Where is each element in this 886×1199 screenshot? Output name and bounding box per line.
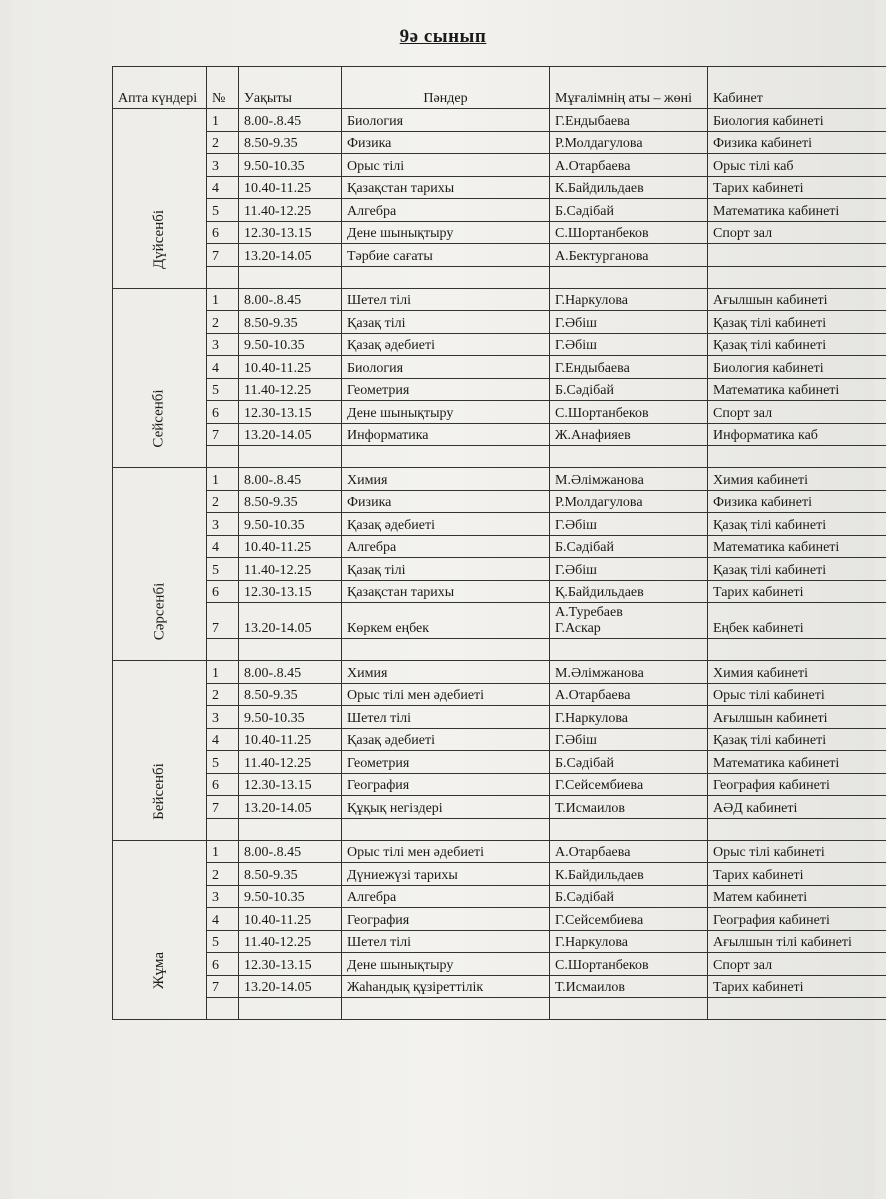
- lesson-subject: Алгебра: [342, 199, 550, 222]
- table-row: [113, 468, 886, 491]
- lesson-room: Химия кабинеті: [708, 661, 886, 684]
- lesson-teacher: Г.Наркулова: [550, 930, 708, 953]
- table-row: [113, 840, 886, 863]
- lesson-subject: Қазақстан тарихы: [342, 176, 550, 199]
- lesson-time: 10.40-11.25: [239, 176, 342, 199]
- empty-cell: [207, 639, 239, 661]
- lesson-room: Биология кабинеті: [708, 109, 886, 132]
- lesson-number: 1: [207, 840, 239, 863]
- lesson-number: 1: [207, 109, 239, 132]
- header-day: Апта күндері: [113, 67, 207, 109]
- lesson-number: 5: [207, 199, 239, 222]
- lesson-time: 10.40-11.25: [239, 356, 342, 379]
- lesson-room: [708, 244, 886, 267]
- day-label: Сейсенбі: [150, 389, 167, 448]
- lesson-number: 4: [207, 728, 239, 751]
- lesson-teacher: Б.Сәдібай: [550, 199, 708, 222]
- lesson-time: 8.00-.8.45: [239, 468, 342, 491]
- lesson-number: 2: [207, 683, 239, 706]
- lesson-number: 3: [207, 885, 239, 908]
- table-row: [113, 535, 886, 558]
- lesson-subject: География: [342, 908, 550, 931]
- lesson-room: Қазақ тілі кабинеті: [708, 558, 886, 581]
- lesson-room: Қазақ тілі кабинеті: [708, 513, 886, 536]
- table-row: [113, 513, 886, 536]
- empty-cell: [207, 266, 239, 288]
- lesson-time: 8.00-.8.45: [239, 840, 342, 863]
- lesson-teacher: Г.Әбіш: [550, 333, 708, 356]
- lesson-subject: Алгебра: [342, 535, 550, 558]
- header-subject: Пәндер: [342, 67, 550, 109]
- lesson-number: 7: [207, 423, 239, 446]
- lesson-subject: Шетел тілі: [342, 706, 550, 729]
- lesson-teacher: С.Шортанбеков: [550, 953, 708, 976]
- lesson-subject: Дене шынықтыру: [342, 401, 550, 424]
- lesson-time: 11.40-12.25: [239, 930, 342, 953]
- table-row-empty: [113, 998, 886, 1020]
- empty-cell: [708, 998, 886, 1020]
- lesson-room: Орыс тілі кабинеті: [708, 683, 886, 706]
- lesson-number: 4: [207, 535, 239, 558]
- lesson-number: 3: [207, 333, 239, 356]
- lesson-number: 4: [207, 356, 239, 379]
- lesson-time: 8.50-9.35: [239, 131, 342, 154]
- lesson-room: Ағылшын тілі кабинеті: [708, 930, 886, 953]
- empty-cell: [239, 639, 342, 661]
- table-row: [113, 580, 886, 603]
- lesson-teacher: А.Отарбаева: [550, 154, 708, 177]
- lesson-time: 9.50-10.35: [239, 333, 342, 356]
- lesson-time: 9.50-10.35: [239, 154, 342, 177]
- table-row-empty: [113, 639, 886, 661]
- lesson-teacher: Г.Ендыбаева: [550, 109, 708, 132]
- lesson-teacher: Б.Сәдібай: [550, 751, 708, 774]
- table-row: [113, 333, 886, 356]
- day-label: Сәрсенбі: [151, 582, 167, 641]
- lesson-room: Орыс тілі каб: [708, 154, 886, 177]
- table-row: [113, 199, 886, 222]
- lesson-time: 8.00-.8.45: [239, 661, 342, 684]
- lesson-number: 1: [207, 288, 239, 311]
- lesson-time: 13.20-14.05: [239, 796, 342, 819]
- empty-cell: [342, 818, 550, 840]
- lesson-teacher: С.Шортанбеков: [550, 401, 708, 424]
- lesson-room: Тарих кабинеті: [708, 863, 886, 886]
- lesson-time: 12.30-13.15: [239, 401, 342, 424]
- table-row: [113, 885, 886, 908]
- lesson-subject: Алгебра: [342, 885, 550, 908]
- lesson-time: 8.00-.8.45: [239, 288, 342, 311]
- lesson-time: 11.40-12.25: [239, 751, 342, 774]
- lesson-time: 8.00-.8.45: [239, 109, 342, 132]
- empty-cell: [708, 266, 886, 288]
- lesson-room: Математика кабинеті: [708, 535, 886, 558]
- empty-cell: [239, 266, 342, 288]
- lesson-teacher: А.Туребаев Г.Аскар: [550, 603, 708, 639]
- table-row: [113, 558, 886, 581]
- table-row: [113, 773, 886, 796]
- lesson-number: 6: [207, 221, 239, 244]
- lesson-number: 4: [207, 908, 239, 931]
- table-row: [113, 423, 886, 446]
- day-cell: [113, 661, 207, 841]
- lesson-teacher: Қ.Байдильдаев: [550, 580, 708, 603]
- header-room: Кабинет: [708, 67, 886, 109]
- table-row: [113, 953, 886, 976]
- schedule-table: [112, 66, 886, 1020]
- lesson-subject: Физика: [342, 131, 550, 154]
- lesson-subject: Шетел тілі: [342, 930, 550, 953]
- lesson-room: Математика кабинеті: [708, 378, 886, 401]
- lesson-teacher: К.Байдильдаев: [550, 863, 708, 886]
- lesson-number: 1: [207, 661, 239, 684]
- empty-cell: [207, 446, 239, 468]
- empty-cell: [207, 998, 239, 1020]
- lesson-room: Физика кабинеті: [708, 490, 886, 513]
- lesson-teacher: Г.Әбіш: [550, 558, 708, 581]
- lesson-subject: Орыс тілі мен әдебиеті: [342, 840, 550, 863]
- lesson-subject: Дене шынықтыру: [342, 221, 550, 244]
- table-row: [113, 378, 886, 401]
- lesson-room: Қазақ тілі кабинеті: [708, 333, 886, 356]
- lesson-teacher: Г.Әбіш: [550, 728, 708, 751]
- lesson-subject: Дүниежүзі тарихы: [342, 863, 550, 886]
- table-row: [113, 751, 886, 774]
- lesson-time: 13.20-14.05: [239, 244, 342, 267]
- lesson-room: Физика кабинеті: [708, 131, 886, 154]
- lesson-subject: Қазақ әдебиеті: [342, 513, 550, 536]
- lesson-teacher: Р.Молдагулова: [550, 490, 708, 513]
- lesson-subject: Жаһандық құзіреттілік: [342, 975, 550, 998]
- lesson-time: 9.50-10.35: [239, 706, 342, 729]
- lesson-teacher: Б.Сәдібай: [550, 535, 708, 558]
- day-cell: [113, 109, 207, 289]
- lesson-subject: Биология: [342, 356, 550, 379]
- lesson-room: Тарих кабинеті: [708, 975, 886, 998]
- lesson-teacher: Г.Сейсембиева: [550, 773, 708, 796]
- day-label: Бейсенбі: [151, 762, 167, 820]
- empty-cell: [708, 446, 886, 468]
- table-row-empty: [113, 266, 886, 288]
- empty-cell: [239, 446, 342, 468]
- lesson-time: 8.50-9.35: [239, 683, 342, 706]
- empty-cell: [342, 446, 550, 468]
- lesson-subject: Геометрия: [342, 378, 550, 401]
- lesson-room: География кабинеті: [708, 773, 886, 796]
- table-row: [113, 131, 886, 154]
- lesson-room: Қазақ тілі кабинеті: [708, 728, 886, 751]
- lesson-teacher: Г.Әбіш: [550, 513, 708, 536]
- lesson-number: 5: [207, 558, 239, 581]
- lesson-number: 7: [207, 603, 239, 639]
- document-page: [12, 0, 874, 1199]
- lesson-room: Тарих кабинеті: [708, 580, 886, 603]
- lesson-room: Тарих кабинеті: [708, 176, 886, 199]
- lesson-subject: Дене шынықтыру: [342, 953, 550, 976]
- lesson-teacher: К.Байдильдаев: [550, 176, 708, 199]
- day-cell: [113, 288, 207, 468]
- header-teacher: Мұғалімнің аты – жөні: [550, 67, 708, 109]
- empty-cell: [342, 639, 550, 661]
- empty-cell: [239, 998, 342, 1020]
- lesson-subject: Химия: [342, 468, 550, 491]
- lesson-time: 12.30-13.15: [239, 953, 342, 976]
- lesson-number: 6: [207, 401, 239, 424]
- lesson-number: 3: [207, 513, 239, 536]
- header-num: №: [207, 67, 239, 109]
- lesson-room: Биология кабинеті: [708, 356, 886, 379]
- table-row: [113, 930, 886, 953]
- lesson-subject: Көркем еңбек: [342, 603, 550, 639]
- lesson-room: Матем кабинеті: [708, 885, 886, 908]
- lesson-subject: География: [342, 773, 550, 796]
- schedule-body: [113, 109, 886, 1020]
- lesson-time: 8.50-9.35: [239, 863, 342, 886]
- empty-cell: [550, 639, 708, 661]
- lesson-time: 11.40-12.25: [239, 378, 342, 401]
- lesson-teacher: Г.Сейсембиева: [550, 908, 708, 931]
- table-row: [113, 311, 886, 334]
- lesson-room: География кабинеті: [708, 908, 886, 931]
- lesson-teacher: А.Отарбаева: [550, 683, 708, 706]
- table-row: [113, 706, 886, 729]
- table-row: [113, 863, 886, 886]
- table-row: [113, 603, 886, 639]
- page-title: 9ә сынып: [399, 26, 487, 47]
- lesson-room: Химия кабинеті: [708, 468, 886, 491]
- lesson-time: 12.30-13.15: [239, 580, 342, 603]
- lesson-subject: Қазақ тілі: [342, 311, 550, 334]
- lesson-subject: Тәрбие сағаты: [342, 244, 550, 267]
- lesson-time: 11.40-12.25: [239, 199, 342, 222]
- lesson-teacher: Г.Әбіш: [550, 311, 708, 334]
- lesson-number: 4: [207, 176, 239, 199]
- lesson-teacher: С.Шортанбеков: [550, 221, 708, 244]
- table-row: [113, 244, 886, 267]
- lesson-number: 2: [207, 863, 239, 886]
- empty-cell: [550, 818, 708, 840]
- lesson-time: 10.40-11.25: [239, 535, 342, 558]
- table-row: [113, 908, 886, 931]
- lesson-teacher: М.Әлімжанова: [550, 661, 708, 684]
- lesson-number: 2: [207, 131, 239, 154]
- lesson-number: 1: [207, 468, 239, 491]
- table-row: [113, 288, 886, 311]
- lesson-teacher: Б.Сәдібай: [550, 885, 708, 908]
- lesson-time: 9.50-10.35: [239, 885, 342, 908]
- lesson-room: Орыс тілі кабинеті: [708, 840, 886, 863]
- lesson-time: 12.30-13.15: [239, 773, 342, 796]
- lesson-time: 10.40-11.25: [239, 728, 342, 751]
- lesson-room: Еңбек кабинеті: [708, 603, 886, 639]
- empty-cell: [342, 266, 550, 288]
- lesson-room: Математика кабинеті: [708, 751, 886, 774]
- table-row: [113, 154, 886, 177]
- lesson-room: Спорт зал: [708, 401, 886, 424]
- lesson-teacher: Ж.Анафияев: [550, 423, 708, 446]
- lesson-subject: Құқық негіздері: [342, 796, 550, 819]
- table-row: [113, 221, 886, 244]
- lesson-time: 13.20-14.05: [239, 423, 342, 446]
- lesson-room: Ағылшын кабинеті: [708, 288, 886, 311]
- lesson-subject: Информатика: [342, 423, 550, 446]
- lesson-number: 6: [207, 953, 239, 976]
- day-label: Жұма: [151, 952, 167, 989]
- table-row: [113, 728, 886, 751]
- lesson-subject: Орыс тілі мен әдебиеті: [342, 683, 550, 706]
- empty-cell: [550, 998, 708, 1020]
- lesson-time: 12.30-13.15: [239, 221, 342, 244]
- lesson-room: АӘД кабинеті: [708, 796, 886, 819]
- lesson-teacher: Р.Молдагулова: [550, 131, 708, 154]
- table-row: [113, 490, 886, 513]
- lesson-subject: Химия: [342, 661, 550, 684]
- lesson-teacher: М.Әлімжанова: [550, 468, 708, 491]
- lesson-subject: Қазақ әдебиеті: [342, 333, 550, 356]
- lesson-number: 5: [207, 378, 239, 401]
- lesson-number: 6: [207, 580, 239, 603]
- lesson-number: 6: [207, 773, 239, 796]
- empty-cell: [207, 818, 239, 840]
- empty-cell: [550, 446, 708, 468]
- table-row: [113, 356, 886, 379]
- lesson-teacher: А.Отарбаева: [550, 840, 708, 863]
- lesson-teacher: А.Бектурганова: [550, 244, 708, 267]
- lesson-room: Математика кабинеті: [708, 199, 886, 222]
- lesson-number: 5: [207, 751, 239, 774]
- lesson-time: 13.20-14.05: [239, 603, 342, 639]
- table-row: [113, 661, 886, 684]
- empty-cell: [708, 639, 886, 661]
- lesson-subject: Қазақстан тарихы: [342, 580, 550, 603]
- empty-cell: [342, 998, 550, 1020]
- lesson-room: Информатика каб: [708, 423, 886, 446]
- header-time: Уақыты: [239, 67, 342, 109]
- lesson-teacher: Г.Ендыбаева: [550, 356, 708, 379]
- lesson-time: 11.40-12.25: [239, 558, 342, 581]
- lesson-subject: Шетел тілі: [342, 288, 550, 311]
- lesson-teacher: Т.Исмаилов: [550, 796, 708, 819]
- lesson-time: 8.50-9.35: [239, 311, 342, 334]
- empty-cell: [708, 818, 886, 840]
- lesson-number: 5: [207, 930, 239, 953]
- lesson-subject: Биология: [342, 109, 550, 132]
- lesson-subject: Қазақ әдебиеті: [342, 728, 550, 751]
- table-row-empty: [113, 818, 886, 840]
- lesson-teacher: Б.Сәдібай: [550, 378, 708, 401]
- lesson-room: Ағылшын кабинеті: [708, 706, 886, 729]
- lesson-room: Спорт зал: [708, 953, 886, 976]
- table-row: [113, 683, 886, 706]
- table-row: [113, 401, 886, 424]
- lesson-number: 3: [207, 706, 239, 729]
- empty-cell: [550, 266, 708, 288]
- day-cell: [113, 468, 207, 661]
- lesson-time: 10.40-11.25: [239, 908, 342, 931]
- day-label: Дүйсенбі: [151, 209, 167, 269]
- lesson-subject: Геометрия: [342, 751, 550, 774]
- lesson-time: 8.50-9.35: [239, 490, 342, 513]
- lesson-subject: Орыс тілі: [342, 154, 550, 177]
- table-row: [113, 109, 886, 132]
- lesson-time: 9.50-10.35: [239, 513, 342, 536]
- lesson-number: 7: [207, 244, 239, 267]
- table-row-empty: [113, 446, 886, 468]
- lesson-room: Спорт зал: [708, 221, 886, 244]
- lesson-subject: Физика: [342, 490, 550, 513]
- lesson-teacher: Т.Исмаилов: [550, 975, 708, 998]
- lesson-subject: Қазақ тілі: [342, 558, 550, 581]
- lesson-time: 13.20-14.05: [239, 975, 342, 998]
- day-cell: [113, 840, 207, 1020]
- table-row: [113, 975, 886, 998]
- lesson-number: 2: [207, 311, 239, 334]
- table-row: [113, 176, 886, 199]
- table-row: [113, 796, 886, 819]
- lesson-number: 3: [207, 154, 239, 177]
- lesson-teacher: Г.Наркулова: [550, 706, 708, 729]
- lesson-number: 7: [207, 975, 239, 998]
- lesson-number: 2: [207, 490, 239, 513]
- lesson-teacher: Г.Наркулова: [550, 288, 708, 311]
- lesson-room: Қазақ тілі кабинеті: [708, 311, 886, 334]
- empty-cell: [239, 818, 342, 840]
- lesson-number: 7: [207, 796, 239, 819]
